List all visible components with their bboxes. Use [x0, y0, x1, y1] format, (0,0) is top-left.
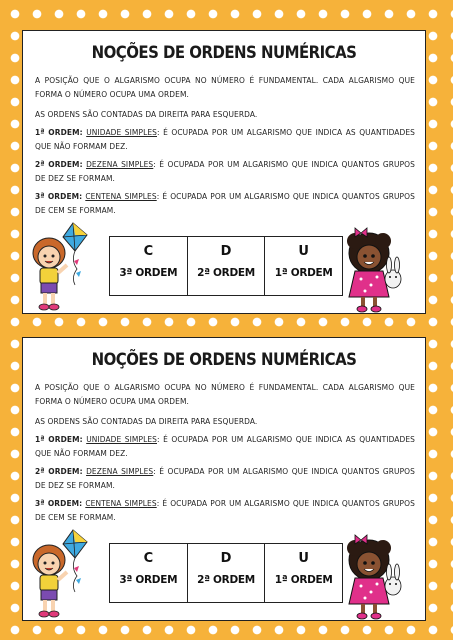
column-order: 2ª ORDEM: [197, 267, 255, 279]
orders-table: [109, 543, 343, 603]
orders-table: [109, 236, 343, 296]
tens-column: [187, 544, 265, 602]
card-body: [35, 380, 415, 528]
column-letter: C: [143, 244, 154, 259]
second-order-label: 2ª ORDEM:: [35, 159, 83, 169]
column-letter: D: [220, 551, 232, 566]
third-order-paragraph: [35, 496, 415, 524]
intro-paragraph: A POSIÇÃO QUE O ALGARISMO OCUPA NO NÚMERO É FUNDAMENTAL. CADA ALGARISMO QUE FORMA O NÚMERO OCUPA UMA ORDEM.: [35, 382, 415, 406]
column-order: 3ª ORDEM: [119, 267, 178, 279]
units-column: [264, 544, 342, 602]
third-order-label: 3ª ORDEM:: [35, 498, 83, 508]
third-order-label: 3ª ORDEM:: [35, 191, 83, 201]
card-body: [35, 73, 415, 221]
second-order-paragraph: [35, 464, 415, 492]
direction-paragraph: AS ORDENS SÃO CONTADAS DA DIREITA PARA ESQUERDA.: [35, 416, 258, 426]
column-letter: U: [298, 244, 309, 259]
column-letter: D: [220, 244, 232, 259]
hundreds-column: [110, 544, 187, 602]
second-order-label: 2ª ORDEM:: [35, 466, 83, 476]
third-order-text: : É OCUPADA POR UM ALGARISMO QUE INDICA QUANTOS GRUPOS DE CEM SE FORMAM.: [35, 498, 415, 522]
first-order-text: : É OCUPADA POR UM ALGARISMO QUE INDICA AS QUANTIDADES QUE NÃO FORMAM DEZ.: [35, 434, 415, 458]
tens-column: [187, 237, 265, 295]
second-order-paragraph: [35, 157, 415, 185]
first-order-label: 1ª ORDEM:: [35, 434, 83, 444]
second-order-text: : É OCUPADA POR UM ALGARISMO QUE INDICA QUANTOS GRUPOS DE DEZ SE FORMAM.: [35, 466, 415, 490]
third-order-text: : É OCUPADA POR UM ALGARISMO QUE INDICA QUANTOS GRUPOS DE CEM SE FORMAM.: [35, 191, 415, 215]
girl-with-bunny-illustration: [343, 534, 413, 620]
lesson-card-top: [22, 30, 426, 314]
third-order-term: CENTENA SIMPLES: [85, 498, 157, 508]
column-order: 1ª ORDEM: [274, 574, 333, 586]
first-order-term: UNIDADE SIMPLES: [86, 127, 157, 137]
first-order-paragraph: [35, 125, 415, 153]
girl-with-kite-illustration: [27, 528, 93, 620]
hundreds-column: [110, 237, 187, 295]
card-title: NOÇÕES DE ORDENS NUMÉRICAS: [91, 350, 357, 370]
first-order-label: 1ª ORDEM:: [35, 127, 83, 137]
lesson-card-bottom: [22, 337, 426, 621]
second-order-term: DEZENA SIMPLES: [86, 466, 154, 476]
intro-paragraph: A POSIÇÃO QUE O ALGARISMO OCUPA NO NÚMERO É FUNDAMENTAL. CADA ALGARISMO QUE FORMA O NÚMERO OCUPA UMA ORDEM.: [35, 75, 415, 99]
column-order: 2ª ORDEM: [197, 574, 255, 586]
column-letter: U: [298, 551, 309, 566]
column-letter: C: [143, 551, 154, 566]
first-order-paragraph: [35, 432, 415, 460]
card-title: NOÇÕES DE ORDENS NUMÉRICAS: [91, 43, 357, 63]
first-order-term: UNIDADE SIMPLES: [86, 434, 157, 444]
third-order-term: CENTENA SIMPLES: [85, 191, 157, 201]
second-order-text: : É OCUPADA POR UM ALGARISMO QUE INDICA QUANTOS GRUPOS DE DEZ SE FORMAM.: [35, 159, 415, 183]
direction-paragraph: AS ORDENS SÃO CONTADAS DA DIREITA PARA ESQUERDA.: [35, 109, 258, 119]
column-order: 1ª ORDEM: [274, 267, 333, 279]
girl-with-bunny-illustration: [343, 227, 413, 313]
second-order-term: DEZENA SIMPLES: [86, 159, 154, 169]
first-order-text: : É OCUPADA POR UM ALGARISMO QUE INDICA AS QUANTIDADES QUE NÃO FORMAM DEZ.: [35, 127, 415, 151]
third-order-paragraph: [35, 189, 415, 217]
girl-with-kite-illustration: [27, 221, 93, 313]
column-order: 3ª ORDEM: [119, 574, 178, 586]
units-column: [264, 237, 342, 295]
